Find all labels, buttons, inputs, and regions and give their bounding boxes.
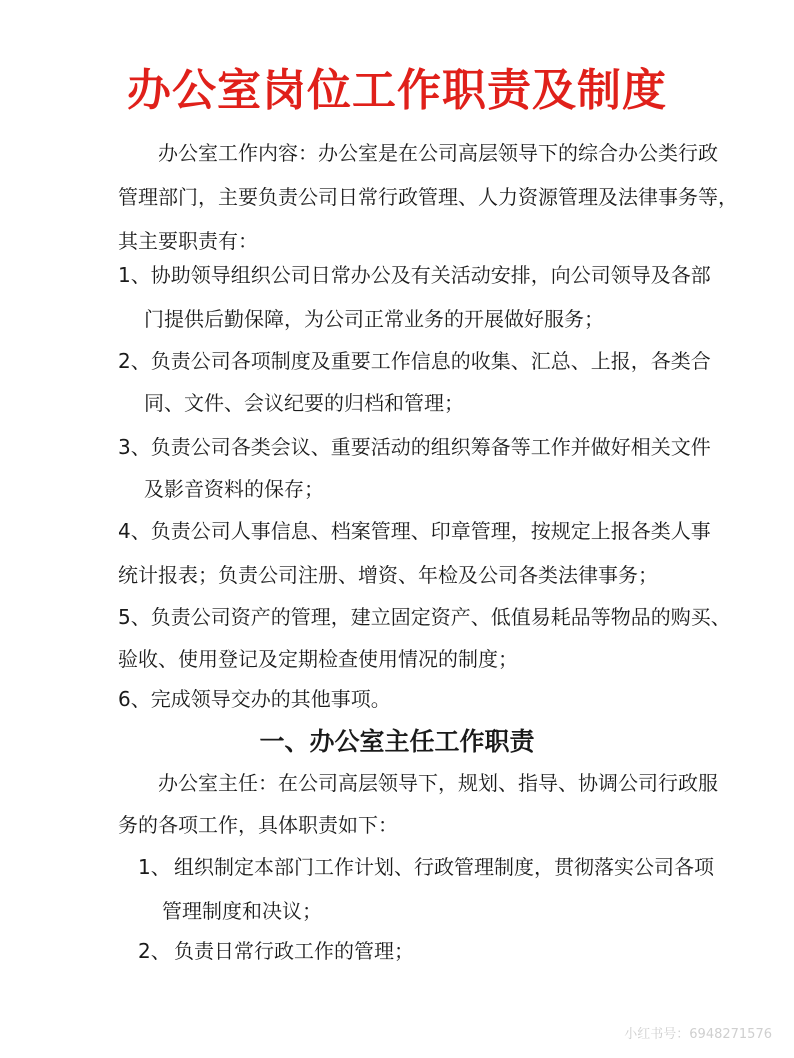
duty-item-1-line-1: 1、协助领导组织公司日常办公及有关活动安排，向公司领导及各部 <box>118 263 711 287</box>
section-item-1 <box>138 852 714 882</box>
duty-item-4-line-2: 统计报表；负责公司注册、增资、年检及公司各类法律事务； <box>118 563 658 587</box>
section-item-1-continuation: 管理制度和决议； <box>162 899 322 923</box>
list-item-text: 组织制定本部门工作计划、行政管理制度，贯彻落实公司各项 <box>174 855 714 879</box>
duty-item-4-line-1: 4、负责公司人事信息、档案管理、印章管理，按规定上报各类人事 <box>118 519 711 543</box>
list-number: 1、 <box>138 855 171 879</box>
list-number: 2、 <box>138 939 171 963</box>
duty-item-3-line-1: 3、负责公司各类会议、重要活动的组织筹备等工作并做好相关文件 <box>118 435 711 459</box>
section-heading: 一、办公室主任工作职责 <box>259 727 535 756</box>
document-title: 办公室岗位工作职责及制度 <box>127 65 667 116</box>
duty-item-6-line-1: 6、完成领导交办的其他事项。 <box>118 687 391 711</box>
duty-item-2-line-1: 2、负责公司各项制度及重要工作信息的收集、汇总、上报，各类合 <box>118 349 711 373</box>
intro-line: 其主要职责有： <box>118 229 258 253</box>
intro-line: 办公室工作内容：办公室是在公司高层领导下的综合办公类行政 <box>158 141 718 165</box>
section-intro-line: 办公室主任：在公司高层领导下，规划、指导、协调公司行政服 <box>158 771 718 795</box>
list-item-text: 负责日常行政工作的管理； <box>174 939 414 963</box>
duty-item-1-line-2: 门提供后勤保障，为公司正常业务的开展做好服务； <box>144 307 604 331</box>
duty-item-5-line-2: 验收、使用登记及定期检查使用情况的制度； <box>118 647 518 671</box>
intro-line: 管理部门，主要负责公司日常行政管理、人力资源管理及法律事务等， <box>118 185 738 209</box>
section-intro-line: 务的各项工作，具体职责如下： <box>118 813 398 837</box>
watermark: 小红书号：6948271576 <box>624 1027 772 1042</box>
duty-item-2-line-2: 同、文件、会议纪要的归档和管理； <box>144 391 464 415</box>
duty-item-3-line-2: 及影音资料的保存； <box>144 477 324 501</box>
section-item-2 <box>138 936 414 966</box>
duty-item-5-line-1: 5、负责公司资产的管理，建立固定资产、低值易耗品等物品的购买、 <box>118 605 731 629</box>
